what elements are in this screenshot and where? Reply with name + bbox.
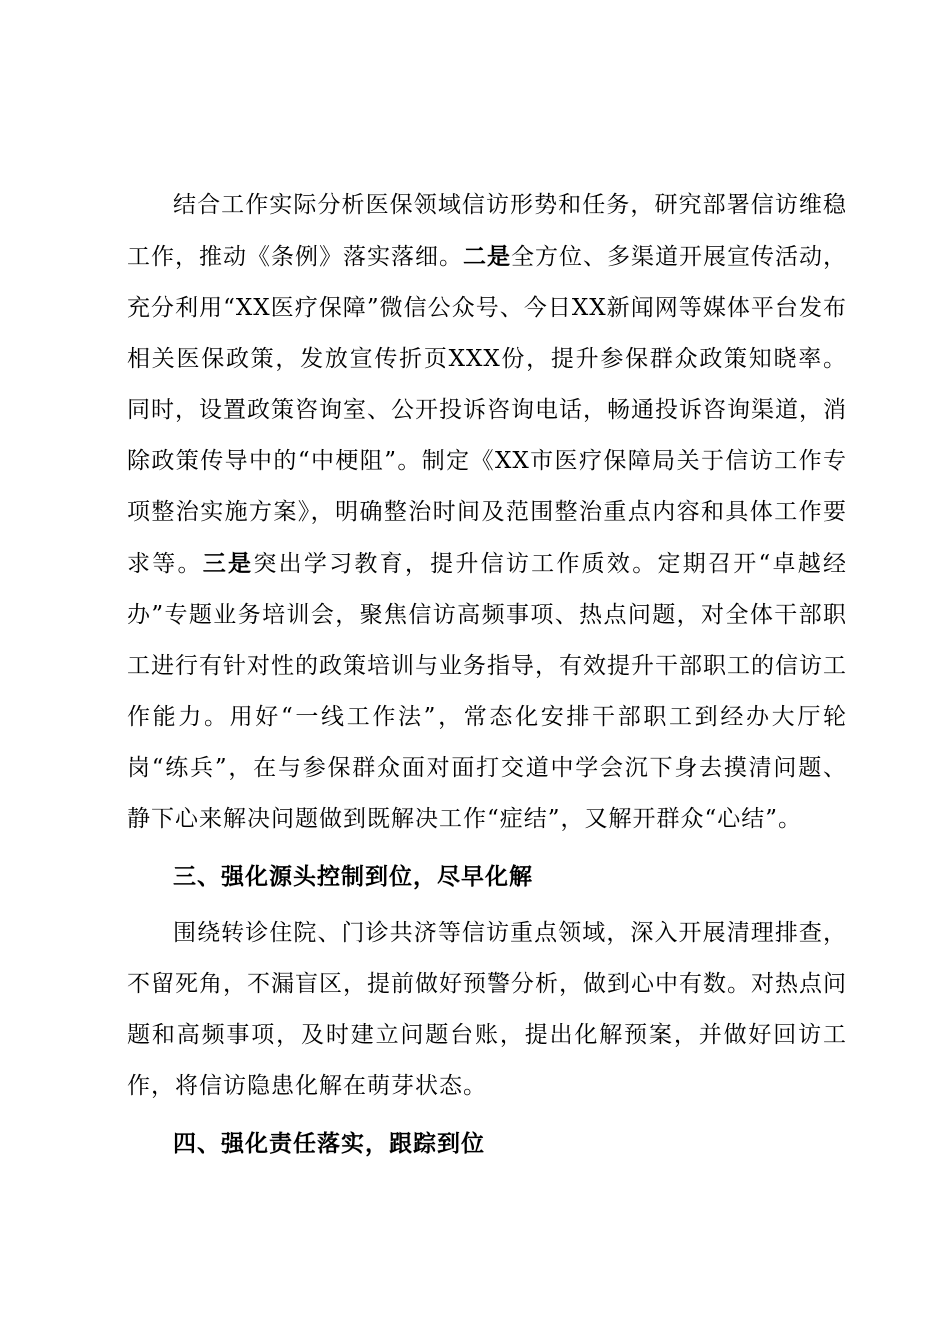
body-paragraph-2: 围绕转诊住院、门诊共济等信访重点领域，深入开展清理排查，不留死角，不漏盲区，提前做好预警分析，做到心中有数。对热点问题和高频事项，及时建立问题台账，提出化解预案，并做好回访工作，将信访隐患化解在萌芽状态。 (127, 920, 847, 1099)
paragraph-1-part-1: 结合工作实际分析医保领域信访形势和任务，研究部署信访维稳工作，推动《条例》落实落细。 (127, 192, 847, 270)
document-body (127, 180, 847, 1169)
paragraph-1-part-2: 全方位、多渠道开展宣传活动，充分利用“XX医疗保障”微信公众号、今日XX新闻网等媒体平台发布相关医保政策，发放宣传折页XXX份，提升参保群众政策知晓率。同时，设置政策咨询室、公开投诉咨询电话，畅通投诉咨询渠道，消除政策传导中的“中梗阻”。制定《XX市医疗保障局关于信访工作专项整治实施方案》，明确整治时间及范围整治重点内容和具体工作要求等。 (127, 244, 847, 577)
section-heading-4: 四、强化责任落实，跟踪到位 (173, 1130, 485, 1157)
body-paragraph-1 (127, 180, 847, 845)
point-label-three: 三是 (202, 550, 254, 577)
section-heading-3: 三、强化源头控制到位，尽早化解 (173, 863, 533, 890)
paragraph-1-part-3: 突出学习教育，提升信访工作质效。定期召开“卓越经办”专题业务培训会，聚焦信访高频事项、热点问题，对全体干部职工进行有针对性的政策培训与业务指导，有效提升干部职工的信访工作能力。用好“一线工作法”，常态化安排干部职工到经办大厅轮岗“练兵”，在与参保群众面对面打交道中学会沉下身去摸清问题、静下心来解决问题做到既解决工作“症结”，又解开群众“心结”。 (127, 551, 848, 832)
point-label-two: 二是 (463, 243, 511, 270)
